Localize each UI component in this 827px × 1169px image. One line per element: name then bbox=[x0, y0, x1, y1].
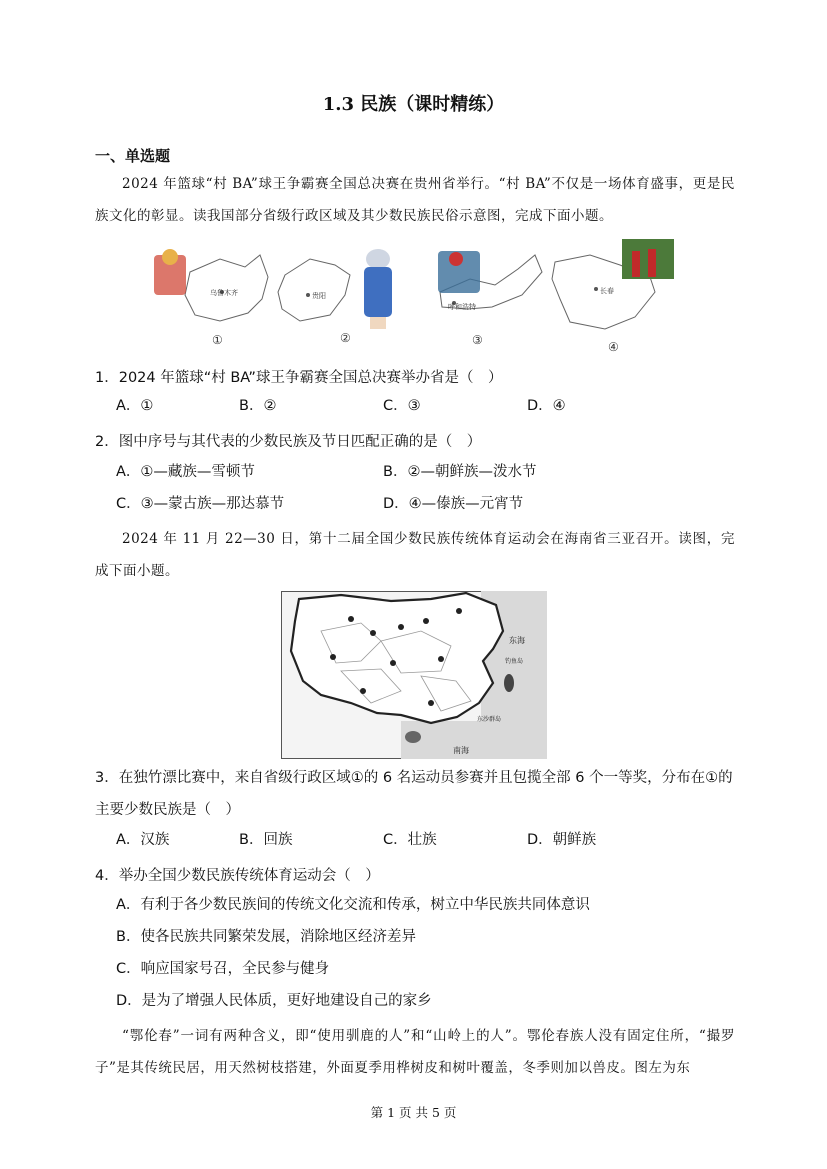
q2-option-c[interactable]: C．③—蒙古族—那达慕节 bbox=[116, 496, 285, 512]
map-jilin bbox=[552, 239, 674, 354]
ethnic-figure-1-hat bbox=[162, 249, 178, 265]
q4-option-d[interactable]: D．是为了增强人民体质，更好地建设自己的家乡 bbox=[116, 993, 432, 1009]
passage-1: 2024 年篮球“村 BA”球王争霸赛全国总决赛在贵州省举行。“村 BA”不仅是一场体育盛事，更是民族文化的彰显。读我国部分省级行政区域及其少数民族民俗示意图，完成下面小题。 bbox=[95, 176, 735, 224]
map3-city: 呼和浩特 bbox=[448, 303, 476, 311]
label-dongsha: 东沙群岛 bbox=[477, 716, 502, 723]
ethnic-figure-3-head bbox=[449, 252, 463, 266]
ethnic-figure-4-dancer-a bbox=[632, 251, 640, 277]
q1-option-b[interactable]: B．② bbox=[239, 398, 277, 414]
map1-city: 乌鲁木齐 bbox=[210, 289, 238, 297]
map2-city: 贵阳 bbox=[312, 292, 326, 300]
ethnic-figure-4-dancer-b bbox=[648, 249, 656, 277]
map1-number: ① bbox=[212, 333, 223, 347]
q4-option-c[interactable]: C．响应国家号召，全民参与健身 bbox=[116, 961, 330, 977]
taiwan bbox=[504, 674, 514, 692]
map4-number: ④ bbox=[608, 340, 619, 354]
q4-option-b[interactable]: B．使各民族共同繁荣发展，消除地区经济差异 bbox=[116, 929, 416, 945]
hainan bbox=[405, 731, 421, 743]
q3-option-c[interactable]: C．壮族 bbox=[383, 832, 437, 848]
page-title: 1.3 民族（课时精练） bbox=[322, 94, 505, 115]
ethnic-figure-2-headdress bbox=[366, 249, 390, 269]
question-3-stem: 3．在独竹漂比赛中，来自省级行政区域①的 6 名运动员参赛并且包揽全部 6 个一等奖，分布在①的主要少数民族是（ ） bbox=[95, 770, 733, 818]
section-heading: 一、单选题 bbox=[95, 147, 171, 165]
question-2-stem: 2．图中序号与其代表的少数民族及节日匹配正确的是（ ） bbox=[95, 434, 482, 450]
map2-number: ② bbox=[340, 331, 351, 345]
q3-option-d[interactable]: D．朝鲜族 bbox=[527, 832, 597, 848]
passage-2: 2024 年 11 月 22—30 日，第十二届全国少数民族传统体育运动会在海南省三亚召开。读图，完成下面小题。 bbox=[95, 531, 735, 579]
ethnic-figure-2-dress bbox=[364, 267, 392, 317]
question-4-stem: 4．举办全国少数民族传统体育运动会（ ） bbox=[95, 868, 380, 884]
question-1-stem: 1．2024 年篮球“村 BA”球王争霸赛全国总决赛举办省是（ ） bbox=[95, 370, 503, 386]
q1-option-d[interactable]: D．④ bbox=[527, 398, 566, 414]
province-maps-figure bbox=[150, 237, 680, 357]
q4-option-a[interactable]: A．有利于各少数民族间的传统文化交流和传承，树立中华民族共同体意识 bbox=[116, 897, 590, 913]
map-xinjiang bbox=[154, 249, 268, 347]
label-south-sea: 南海 bbox=[453, 746, 469, 755]
page-footer: 第 1 页 共 5 页 bbox=[370, 1105, 457, 1120]
map-inner-mongolia bbox=[438, 251, 542, 347]
q3-option-a[interactable]: A．汉族 bbox=[116, 832, 170, 848]
q2-option-d[interactable]: D．④—傣族—元宵节 bbox=[383, 496, 524, 512]
q2-option-a[interactable]: A．①—藏族—雪顿节 bbox=[116, 464, 255, 480]
ethnic-figure-2-legs bbox=[370, 317, 386, 329]
china-map-figure bbox=[281, 591, 547, 759]
q2-option-b[interactable]: B．②—朝鲜族—泼水节 bbox=[383, 464, 537, 480]
map-guizhou bbox=[278, 249, 392, 345]
passage-3: “鄂伦春”一词有两种含义，即“使用驯鹿的人”和“山岭上的人”。鄂伦春族人没有固定住所，“撮罗子”是其传统民居，用天然树枝搭建，外面夏季用桦树皮和树叶覆盖，冬季则加以兽皮。图左为东 bbox=[95, 1028, 735, 1076]
q3-option-b[interactable]: B．回族 bbox=[239, 832, 293, 848]
map4-city: 长春 bbox=[600, 287, 614, 295]
label-diaoyu: 钓鱼岛 bbox=[505, 658, 524, 665]
q1-option-a[interactable]: A．① bbox=[116, 398, 154, 414]
label-east-sea: 东海 bbox=[509, 636, 525, 645]
q1-option-c[interactable]: C．③ bbox=[383, 398, 421, 414]
map3-number: ③ bbox=[472, 333, 483, 347]
